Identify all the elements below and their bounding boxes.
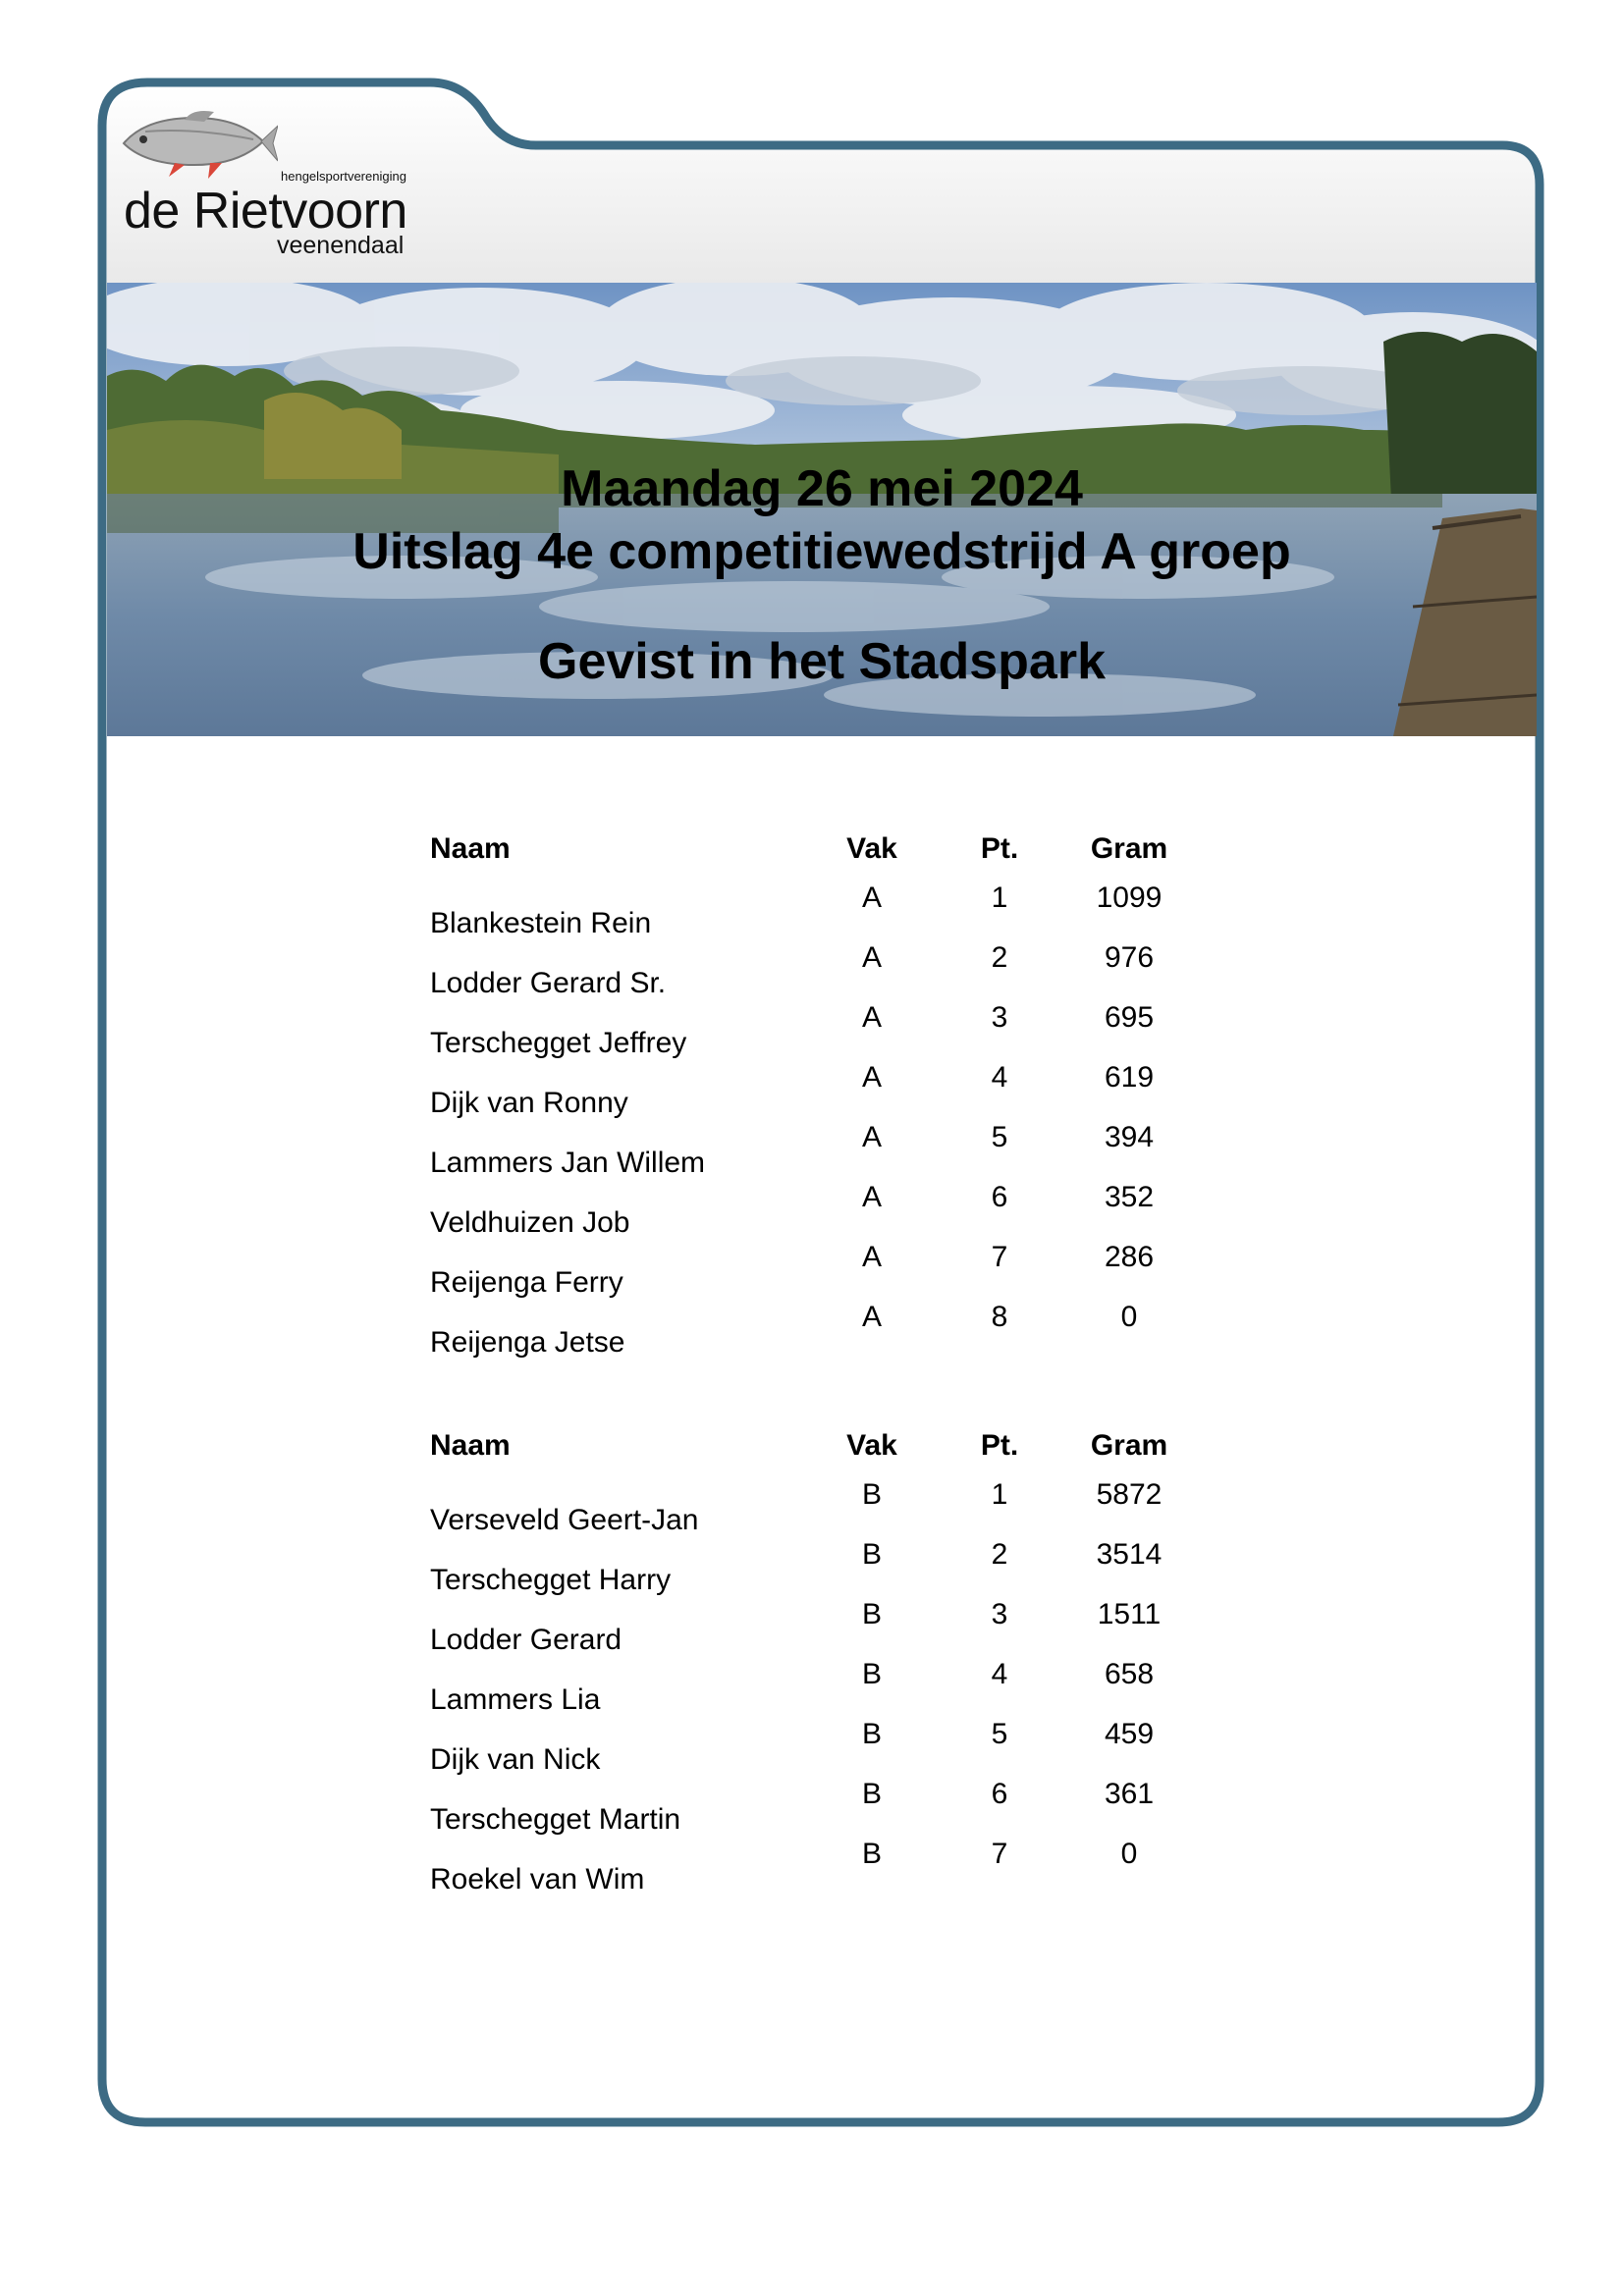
- cell-pt: 7: [991, 1838, 1008, 1870]
- cell-pt: 7: [991, 1241, 1008, 1273]
- match-date: Maandag 26 mei 2024: [561, 460, 1083, 517]
- cell-name: Verseveld Geert-Jan: [430, 1504, 699, 1536]
- cell-vak: A: [861, 1181, 882, 1213]
- cell-name: Lammers Jan Willem: [430, 1147, 706, 1179]
- header-gram: Gram: [1090, 1429, 1168, 1462]
- cell-name: Terschegget Harry: [430, 1564, 672, 1596]
- cell-name: Lodder Gerard Sr.: [430, 967, 667, 999]
- cell-vak: B: [861, 1778, 882, 1810]
- cell-gram: 286: [1104, 1241, 1155, 1273]
- table-row: [430, 1838, 1216, 1911]
- org-name: de Rietvoorn: [124, 183, 407, 240]
- club-logo: [116, 104, 430, 271]
- cell-vak: A: [861, 941, 882, 974]
- cell-pt: 4: [991, 1061, 1008, 1094]
- org-type: hengelsportvereniging: [281, 169, 406, 184]
- cell-pt: 2: [991, 941, 1008, 974]
- results-table-b: [430, 1429, 1216, 1911]
- cell-gram: 658: [1104, 1658, 1155, 1690]
- cell-vak: B: [861, 1478, 882, 1511]
- cell-vak: A: [861, 1001, 882, 1034]
- cell-vak: A: [861, 1121, 882, 1153]
- header-gram: Gram: [1090, 832, 1168, 865]
- cell-name: Reijenga Jetse: [430, 1326, 625, 1359]
- cell-name: Dijk van Ronny: [430, 1087, 628, 1119]
- table-header: [430, 832, 1216, 872]
- header-naam: Naam: [430, 1429, 511, 1462]
- match-location: Gevist in het Stadspark: [538, 633, 1106, 690]
- cell-pt: 4: [991, 1658, 1008, 1690]
- cell-name: Roekel van Wim: [430, 1863, 645, 1896]
- cell-vak: B: [861, 1538, 882, 1571]
- cell-gram: 0: [1120, 1838, 1138, 1870]
- cell-vak: A: [861, 1061, 882, 1094]
- cell-gram: 352: [1104, 1181, 1155, 1213]
- header-vak: Vak: [846, 1429, 897, 1462]
- org-city: veenendaal: [277, 232, 405, 259]
- match-title: Uitslag 4e competitiewedstrijd A groep: [352, 523, 1291, 580]
- cell-name: Terschegget Jeffrey: [430, 1027, 687, 1059]
- cell-name: Veldhuizen Job: [430, 1206, 630, 1239]
- cell-pt: 1: [991, 881, 1008, 914]
- results-table-a: [430, 832, 1216, 1374]
- cell-gram: 1099: [1096, 881, 1163, 914]
- cell-gram: 619: [1104, 1061, 1155, 1094]
- cell-name: Lodder Gerard: [430, 1624, 622, 1656]
- cell-gram: 3514: [1096, 1538, 1163, 1571]
- cell-vak: B: [861, 1598, 882, 1630]
- cell-name: Terschegget Martin: [430, 1803, 681, 1836]
- header-pt: Pt.: [980, 1429, 1019, 1462]
- cell-pt: 6: [991, 1778, 1008, 1810]
- cell-gram: 976: [1104, 941, 1155, 974]
- fish-icon: [116, 104, 278, 183]
- cell-vak: A: [861, 1301, 882, 1333]
- cell-vak: A: [861, 1241, 882, 1273]
- cell-name: Reijenga Ferry: [430, 1266, 623, 1299]
- cell-gram: 1511: [1097, 1598, 1162, 1630]
- cell-gram: 459: [1104, 1718, 1155, 1750]
- cell-name: Dijk van Nick: [430, 1743, 601, 1776]
- cell-pt: 5: [991, 1718, 1008, 1750]
- cell-name: Blankestein Rein: [430, 907, 652, 939]
- cell-vak: A: [861, 881, 882, 914]
- cell-pt: 1: [991, 1478, 1008, 1511]
- cell-vak: B: [861, 1838, 882, 1870]
- cell-gram: 361: [1104, 1778, 1155, 1810]
- header-pt: Pt.: [980, 832, 1019, 865]
- cell-name: Lammers Lia: [430, 1683, 601, 1716]
- cell-gram: 695: [1104, 1001, 1155, 1034]
- table-header: [430, 1429, 1216, 1468]
- cell-pt: 6: [991, 1181, 1008, 1213]
- cell-pt: 3: [991, 1001, 1008, 1034]
- header-naam: Naam: [430, 832, 511, 865]
- cell-pt: 3: [991, 1598, 1008, 1630]
- table-row: [430, 1301, 1216, 1374]
- cell-gram: 0: [1120, 1301, 1138, 1333]
- cell-vak: B: [861, 1718, 882, 1750]
- cell-gram: 5872: [1096, 1478, 1163, 1511]
- cell-gram: 394: [1104, 1121, 1155, 1153]
- header-vak: Vak: [846, 832, 897, 865]
- cell-vak: B: [861, 1658, 882, 1690]
- cell-pt: 8: [991, 1301, 1008, 1333]
- cell-pt: 5: [991, 1121, 1008, 1153]
- cell-pt: 2: [991, 1538, 1008, 1571]
